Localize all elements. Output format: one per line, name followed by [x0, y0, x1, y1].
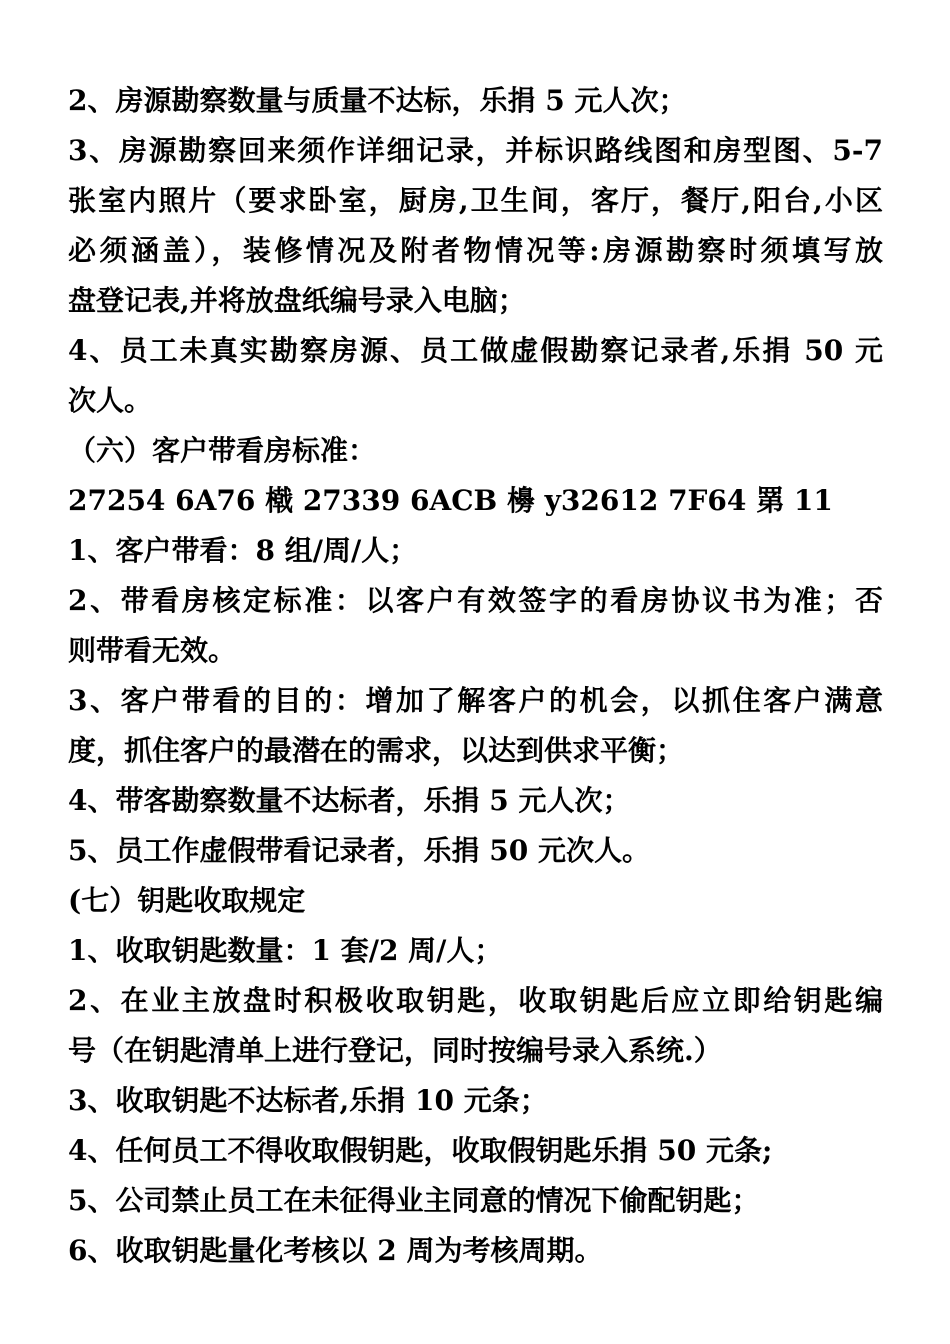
text-line-9: 27254 6A76 橶 27339 6ACB 櫋 y32612 7F64 罤 11 [68, 484, 833, 517]
text-line-20: 号（在钥匙清单上进行登记，同时按编号录入系统.） [68, 1034, 722, 1067]
section-heading-6: （六）客户带看房标准： [68, 434, 377, 467]
text-line-3: 张室内照片（要求卧室，厨房,卫生间，客厅，餐厅,阳台,小区 [68, 184, 883, 217]
text-line-19: 2、在业主放盘时积极收取钥匙，收取钥匙后应立即给钥匙编 [68, 984, 883, 1017]
text-line-12: 则带看无效。 [68, 634, 237, 667]
text-line-16: 5、员工作虚假带看记录者，乐捐 50 元次人。 [68, 834, 650, 867]
text-line-7: 次人。 [68, 384, 153, 417]
text-line-11: 2、带看房核定标准：以客户有效签字的看房协议书为准；否 [68, 584, 883, 617]
text-line-6: 4、员工未真实勘察房源、员工做虚假勘察记录者,乐捐 50 元 [68, 334, 883, 367]
text-line-13: 3、客户带看的目的：增加了解客户的机会，以抓住客户满意 [68, 684, 883, 717]
text-line-21: 3、收取钥匙不达标者,乐捐 10 元条； [68, 1084, 548, 1117]
section-heading-7: (七）钥匙收取规定 [68, 884, 306, 917]
text-line-2: 3、房源勘察回来须作详细记录，并标识路线图和房型图、5-7 [68, 134, 883, 167]
text-line-18: 1、收取钥匙数量：1 套/2 周/人； [68, 934, 503, 967]
text-line-5: 盘登记表,并将放盘纸编号录入电脑； [68, 284, 526, 317]
text-line-15: 4、带客勘察数量不达标者，乐捐 5 元人次； [68, 784, 631, 817]
document-page [68, 76, 883, 1276]
text-line-10: 1、客户带看：8 组/周/人； [68, 534, 418, 567]
text-line-22: 4、任何员工不得收取假钥匙，收取假钥匙乐捐 50 元条; [68, 1134, 773, 1167]
text-line-14: 度，抓住客户的最潜在的需求，以达到供求平衡； [68, 734, 685, 767]
text-line-4: 必须涵盖），装修情况及附者物情况等:房源勘察时须填写放 [68, 234, 883, 267]
text-line-24: 6、收取钥匙量化考核以 2 周为考核周期。 [68, 1234, 603, 1267]
text-line-23: 5、公司禁止员工在未征得业主同意的情况下偷配钥匙； [68, 1184, 760, 1217]
text-line-1: 2、房源勘察数量与质量不达标，乐捐 5 元人次； [68, 84, 687, 117]
